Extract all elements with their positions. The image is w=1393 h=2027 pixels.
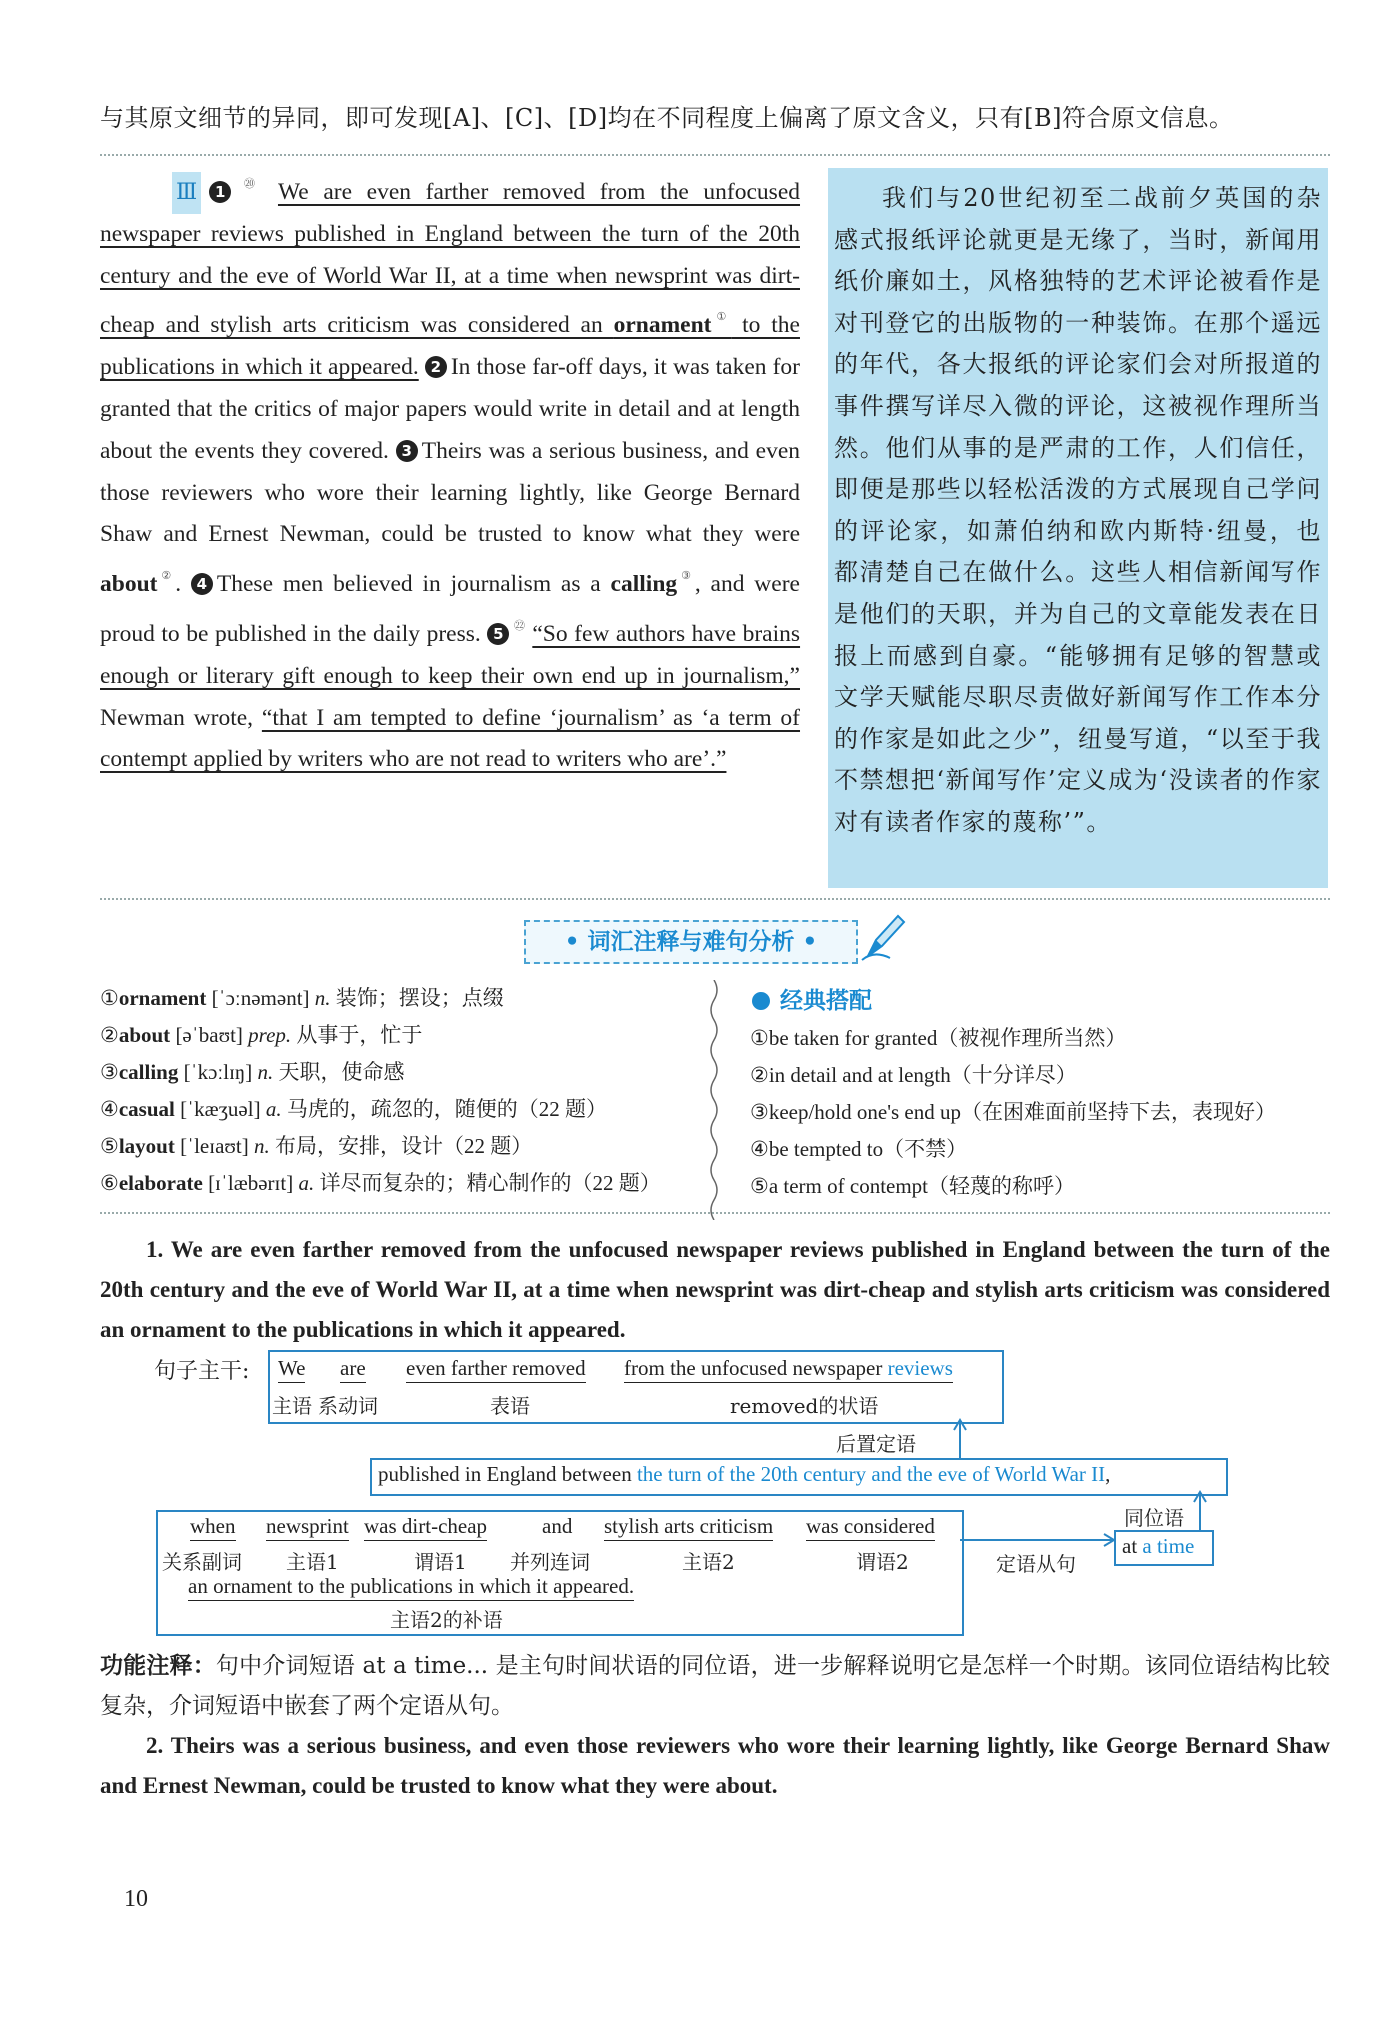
collocation-item: ⑤a term of contempt（轻蔑的称呼）: [750, 1174, 1076, 1198]
vocab-item: ④casual [ˈkæʒuəl] a. 马虎的，疏忽的，随便的（22 题）: [100, 1097, 608, 1121]
vocab-word: ornament: [613, 312, 712, 339]
section-heading: • 词汇注释与难句分析 •: [524, 920, 858, 964]
diagram-label: 句子主干:: [154, 1359, 250, 1384]
collocation-item: ④be tempted to（不禁）: [750, 1137, 968, 1161]
english-passage: Ⅲ 1 ⑳ We are even farther removed from the unfocused newspaper reviews published in England between the turn of the 20th century and the eve of World War II, at a time when newsprint was dirt-cheap and stylish arts criticism was considered an ornament① to the publications in which it appeared. 2 In those far-off days, it was taken for granted that the critics of major papers would write in detail and at length about the events they covered. 3 Theirs was a serious business, and even those reviewers who wore their learning lightly, like George Bernard Shaw and Ernest Newman, could be trusted to know what they were about②. 4 These men believed in journalism as a calling③, and were proud to be published in the daily press. 5 $^㉒$ “So few authors have brains enough or literary gift enough to keep their own end up in journalism,” Newman wrote, “that I am tempted to define ‘journalism’ as ‘a term of contempt applied by writers who are not read to writers who are’.”: [100, 164, 800, 781]
vocab-word: about: [100, 571, 158, 598]
translation-text: 我们与20世纪初至二战前夕英国的杂感式报纸评论就更是无缘了，当时，新闻用纸价廉如土，风格独特的艺术评论被看作是对刊登它的出版物的一种装饰。在那个遥远的年代，各大报纸的评论家们会对所报道的事件撰写详尽入微的评论，这被视作理所当然。他们从事的是严肃的工作，人们信任，即便是那些以轻松活泼的方式展现自己学问的评论家，如萧伯纳和欧内斯特·纽曼，也都清楚自己在做什么。这些人相信新闻写作是他们的天职，并为自己的文章能发表在日报上而感到自豪。“能够拥有足够的智慧或文学天赋能尽职尽责做好新闻写作工作本分的作家是如此之少”，纽曼写道，“以至于我不禁想把‘新闻写作’定义成为‘没读者的作家对有读者作家的蔑称’”。: [834, 184, 1322, 836]
sentence-5b: “that I am tempted to define ‘journalism’ as ‘a term of contempt applied by writers who are not read to writers who are’.”: [100, 704, 801, 773]
sentence-number: 5: [487, 623, 509, 645]
analysis-sentence-2: 2. Theirs was a serious business, and even those reviewers who wore their learning lightly, like George Bernard Shaw and Ernest Newman, could be trusted to know what they were about.: [100, 1733, 1330, 1798]
sentence-3: Theirs was a serious business, and even those reviewers who wore their learning lightly, like George Bernard Shaw and Ernest Newman, could be trusted to know what they were about②.: [100, 437, 800, 598]
sentence-number: 2: [425, 356, 447, 378]
sentence-number: 3: [396, 440, 418, 462]
functional-note: 功能注释：句中介词短语 at a time... 是主句时间状语的同位语，进一步解释说明它是怎样一个时期。该同位语结构比较复杂，介词短语中嵌套了两个定语从句。: [100, 1653, 1330, 1719]
sentence-number: 1: [209, 181, 231, 203]
sentence-2: In those far-off days, it was taken for granted that the critics of major papers would write in detail and at length about the events they covered.: [100, 354, 801, 464]
vocab-item: ③calling [ˈkɔːlɪŋ] n. 天职，使命感: [100, 1060, 405, 1084]
vocab-item: ②about [əˈbaʊt] prep. 从事于，忙于: [100, 1023, 423, 1047]
attributive-clause-label: 定语从句: [996, 1552, 1076, 1576]
collocation-item: ②in detail and at length（十分详尽）: [750, 1063, 1077, 1087]
sentence-number: 4: [191, 573, 213, 595]
sentence-1: We are even farther removed from the unfocused newspaper reviews published in England between the turn of the 20th century and the eve of World War II, at a time when newsprint was dirt-cheap and stylish arts criticism was considered an ornament① to the publications in which it appeared.: [100, 179, 801, 381]
question-ref: ⑳: [235, 178, 264, 190]
vocab-item: ①ornament [ˈɔːnəmənt] n. 装饰；摆设；点缀: [100, 986, 504, 1010]
vocab-word: calling: [610, 571, 678, 598]
sentence-5a: “So few authors have brains enough or literary gift enough to keep their own end up in journalism,”: [100, 620, 801, 689]
analysis-sentence-1: 1. We are even farther removed from the unfocused newspaper reviews published in England between the turn of the 20th century and the eve of World War II, at a time when newsprint was dirt-cheap and stylish arts criticism was considered an ornament to the publications in which it appeared.: [100, 1237, 1330, 1342]
appositive-label: 同位语: [1124, 1506, 1184, 1530]
page-number: 10: [124, 1886, 148, 1912]
top-continuation-line: 与其原文细节的异同，即可发现[A]、[C]、[D]均在不同程度上偏离了原文含义，只有[B]符合原文信息。: [100, 104, 1234, 132]
collocation-item: ①be taken for granted（被视作理所当然）: [750, 1026, 1127, 1050]
post-modifier-label: 后置定语: [836, 1432, 916, 1456]
collocation-item: ③keep/hold one's end up（在困难面前坚持下去，表现好）: [750, 1100, 1276, 1124]
sentence-4: These men believed in journalism as a calling③, and were proud to be published in the daily press.: [100, 570, 800, 647]
collocations-heading: 经典搭配: [752, 982, 872, 1015]
vocab-item: ⑤layout [ˈleɪaʊt] n. 布局，安排，设计（22 题）: [100, 1134, 533, 1158]
section-marker: Ⅲ: [172, 172, 201, 214]
vocab-item: ⑥elaborate [ɪˈlæbərɪt] a. 详尽而复杂的；精心制作的（22 题）: [100, 1171, 661, 1195]
